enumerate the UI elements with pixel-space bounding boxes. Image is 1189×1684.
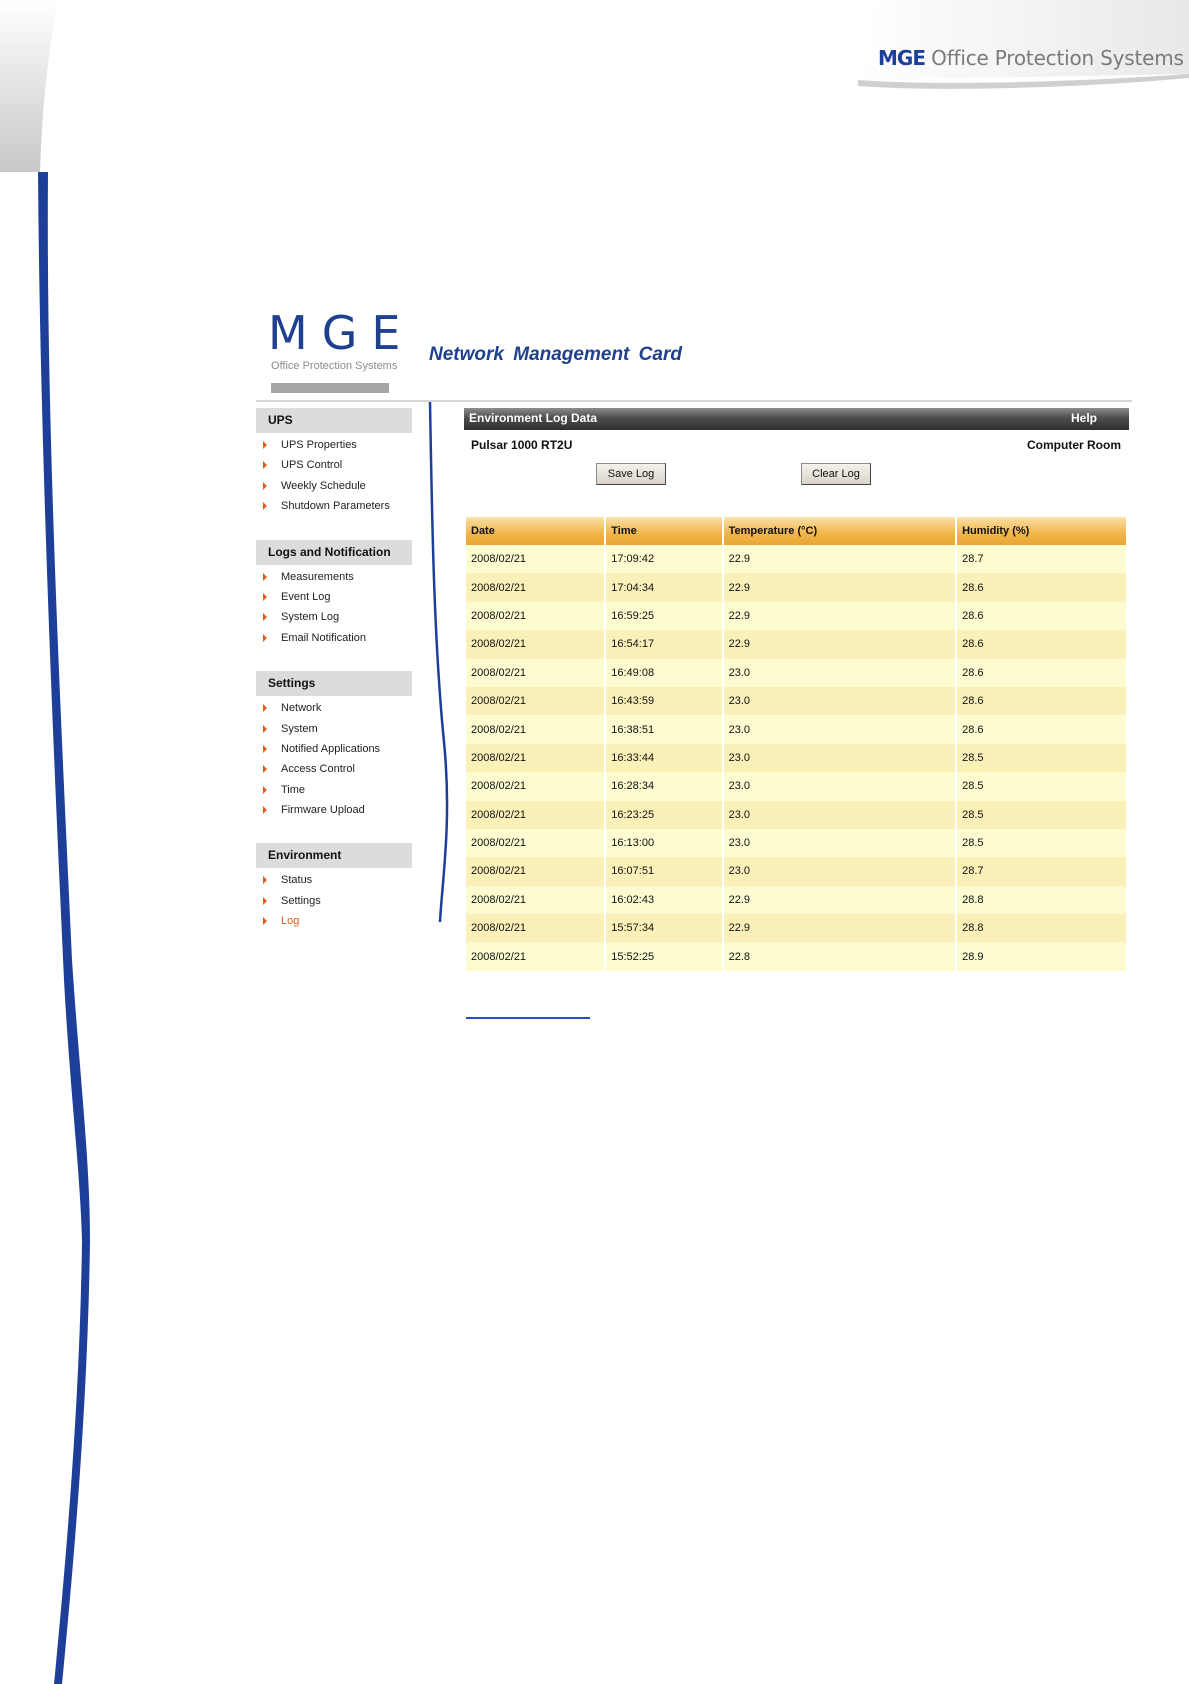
brand-strong: MGE xyxy=(878,46,925,70)
bullet-arrow-icon xyxy=(263,704,267,712)
cell-date: 2008/02/21 xyxy=(466,772,604,800)
sidebar-item-event-log[interactable] xyxy=(256,587,412,607)
app-title: Network Management Card xyxy=(429,344,682,365)
cell-date: 2008/02/21 xyxy=(466,630,604,658)
table-row xyxy=(466,942,1126,970)
cell-temperature: 23.0 xyxy=(724,772,955,800)
save-log-button[interactable]: Save Log xyxy=(596,463,666,485)
table-row xyxy=(466,545,1126,573)
cell-temperature: 23.0 xyxy=(724,659,955,687)
table-row xyxy=(466,715,1126,743)
cell-temperature: 23.0 xyxy=(724,687,955,715)
sidebar-item-time[interactable] xyxy=(256,780,412,800)
nav-group xyxy=(256,671,412,820)
nav-group-header: UPS xyxy=(256,408,412,433)
bullet-arrow-icon xyxy=(263,725,267,733)
table-row xyxy=(466,829,1126,857)
cell-humidity: 28.5 xyxy=(957,744,1126,772)
bullet-arrow-icon xyxy=(263,573,267,581)
sidebar-item-label: System Log xyxy=(281,611,340,624)
table-row xyxy=(466,630,1126,658)
column-header-date: Date xyxy=(466,517,604,545)
cell-date: 2008/02/21 xyxy=(466,545,604,573)
sidebar-item-settings[interactable] xyxy=(256,891,412,911)
table-header-row xyxy=(466,517,1126,545)
sidebar-item-shutdown-parameters[interactable] xyxy=(256,496,412,516)
cell-time: 16:28:34 xyxy=(606,772,721,800)
cell-temperature: 22.9 xyxy=(724,545,955,573)
bullet-arrow-icon xyxy=(263,502,267,510)
cell-time: 16:59:25 xyxy=(606,602,721,630)
brand-rest: Office Protection Systems xyxy=(931,46,1184,70)
sidebar-item-label: Email Notification xyxy=(281,631,366,644)
cell-humidity: 28.6 xyxy=(957,715,1126,743)
table-row xyxy=(466,602,1126,630)
sidebar-item-label: Status xyxy=(281,874,313,887)
sidebar-item-ups-properties[interactable] xyxy=(256,435,412,455)
cell-date: 2008/02/21 xyxy=(466,886,604,914)
sidebar-item-status[interactable] xyxy=(256,870,412,890)
bullet-arrow-icon xyxy=(263,441,267,449)
cell-temperature: 23.0 xyxy=(724,801,955,829)
cell-humidity: 28.6 xyxy=(957,602,1126,630)
underline-link[interactable] xyxy=(466,1017,590,1019)
table-row xyxy=(466,744,1126,772)
cell-time: 16:23:25 xyxy=(606,801,721,829)
cell-humidity: 28.7 xyxy=(957,857,1126,885)
cell-humidity: 28.6 xyxy=(957,687,1126,715)
column-header-humidity: Humidity (%) xyxy=(957,517,1126,545)
brand-wordmark xyxy=(878,46,1184,70)
cell-humidity: 28.6 xyxy=(957,659,1126,687)
sidebar-item-log[interactable] xyxy=(256,911,412,931)
device-name: Pulsar 1000 RT2U xyxy=(471,438,573,452)
cell-humidity: 28.5 xyxy=(957,801,1126,829)
sidebar-item-system-log[interactable] xyxy=(256,607,412,627)
table-row xyxy=(466,687,1126,715)
cell-time: 15:52:25 xyxy=(606,942,721,970)
bullet-arrow-icon xyxy=(263,806,267,814)
nav-list xyxy=(256,567,412,649)
sidebar-item-weekly-schedule[interactable] xyxy=(256,476,412,496)
cell-humidity: 28.7 xyxy=(957,545,1126,573)
sidebar-item-email-notification[interactable] xyxy=(256,628,412,648)
panel-title-bar xyxy=(464,408,1129,430)
cell-humidity: 28.6 xyxy=(957,630,1126,658)
panel-title: Environment Log Data xyxy=(469,411,598,425)
page-swoosh-decoration xyxy=(0,0,120,1684)
cell-date: 2008/02/21 xyxy=(466,659,604,687)
cell-date: 2008/02/21 xyxy=(466,744,604,772)
sidebar-item-measurements[interactable] xyxy=(256,567,412,587)
cell-time: 16:54:17 xyxy=(606,630,721,658)
cell-temperature: 23.0 xyxy=(724,744,955,772)
cell-time: 16:49:08 xyxy=(606,659,721,687)
sidebar-item-system[interactable] xyxy=(256,719,412,739)
nav-list xyxy=(256,870,412,931)
cell-humidity: 28.8 xyxy=(957,914,1126,942)
nav-group xyxy=(256,408,412,517)
sidebar-item-label: Access Control xyxy=(281,763,355,776)
table-row xyxy=(466,857,1126,885)
cell-date: 2008/02/21 xyxy=(466,801,604,829)
bullet-arrow-icon xyxy=(263,745,267,753)
bullet-arrow-icon xyxy=(263,613,267,621)
table-row xyxy=(466,573,1126,601)
bullet-arrow-icon xyxy=(263,917,267,925)
cell-time: 17:04:34 xyxy=(606,573,721,601)
nav-group xyxy=(256,843,412,931)
cell-date: 2008/02/21 xyxy=(466,602,604,630)
sidebar-item-label: Time xyxy=(281,783,306,796)
sidebar-item-label: Shutdown Parameters xyxy=(281,500,390,513)
bullet-arrow-icon xyxy=(263,461,267,469)
mge-logo: MGE xyxy=(268,306,415,360)
bullet-arrow-icon xyxy=(263,593,267,601)
sidebar-item-label: Measurements xyxy=(281,570,354,583)
cell-time: 16:43:59 xyxy=(606,687,721,715)
cell-date: 2008/02/21 xyxy=(466,857,604,885)
device-location: Computer Room xyxy=(1027,438,1121,452)
nav-group-header: Environment xyxy=(256,843,412,868)
table-row xyxy=(466,659,1126,687)
sidebar-item-notified-applications[interactable] xyxy=(256,739,412,759)
table-row xyxy=(466,801,1126,829)
cell-temperature: 22.9 xyxy=(724,602,955,630)
environment-log-table xyxy=(464,517,1128,971)
column-header-temperature: Temperature (°C) xyxy=(724,517,955,545)
bullet-arrow-icon xyxy=(263,482,267,490)
sidebar-nav xyxy=(256,408,412,955)
cell-time: 17:09:42 xyxy=(606,545,721,573)
cell-temperature: 23.0 xyxy=(724,857,955,885)
bullet-arrow-icon xyxy=(263,765,267,773)
nav-list xyxy=(256,698,412,820)
cell-humidity: 28.5 xyxy=(957,772,1126,800)
cell-temperature: 22.9 xyxy=(724,573,955,601)
cell-date: 2008/02/21 xyxy=(466,942,604,970)
sidebar-item-label: Notified Applications xyxy=(281,742,381,755)
bullet-arrow-icon xyxy=(263,876,267,884)
cell-temperature: 23.0 xyxy=(724,829,955,857)
sidebar-item-label: Firmware Upload xyxy=(281,804,365,817)
table-row xyxy=(466,914,1126,942)
cell-temperature: 22.9 xyxy=(724,914,955,942)
cell-temperature: 23.0 xyxy=(724,715,955,743)
sidebar-item-ups-control[interactable] xyxy=(256,455,412,475)
clear-log-button[interactable]: Clear Log xyxy=(801,463,871,485)
sidebar-item-label: Weekly Schedule xyxy=(281,479,366,492)
bullet-arrow-icon xyxy=(263,897,267,905)
cell-humidity: 28.8 xyxy=(957,886,1126,914)
sidebar-item-label: System xyxy=(281,722,318,735)
sidebar-item-firmware-upload[interactable] xyxy=(256,800,412,820)
cell-humidity: 28.5 xyxy=(957,829,1126,857)
sidebar-divider-curve xyxy=(420,402,460,924)
sidebar-item-label: Settings xyxy=(281,894,321,907)
bullet-arrow-icon xyxy=(263,634,267,642)
cell-date: 2008/02/21 xyxy=(466,687,604,715)
cell-time: 16:07:51 xyxy=(606,857,721,885)
sidebar-item-label: Network xyxy=(281,702,322,715)
table-row xyxy=(466,772,1126,800)
nav-group xyxy=(256,540,412,649)
nav-group-header: Logs and Notification xyxy=(256,540,412,565)
sidebar-item-network[interactable] xyxy=(256,698,412,718)
cell-time: 15:57:34 xyxy=(606,914,721,942)
cell-time: 16:33:44 xyxy=(606,744,721,772)
nav-group-header: Settings xyxy=(256,671,412,696)
cell-date: 2008/02/21 xyxy=(466,715,604,743)
cell-date: 2008/02/21 xyxy=(466,573,604,601)
bullet-arrow-icon xyxy=(263,786,267,794)
cell-humidity: 28.6 xyxy=(957,573,1126,601)
cell-date: 2008/02/21 xyxy=(466,829,604,857)
nav-list xyxy=(256,435,412,517)
sidebar-item-label: UPS Control xyxy=(281,459,343,472)
header-divider xyxy=(256,400,1132,402)
cell-time: 16:38:51 xyxy=(606,715,721,743)
cell-date: 2008/02/21 xyxy=(466,914,604,942)
sidebar-item-label: UPS Properties xyxy=(281,439,357,451)
help-link[interactable]: Help xyxy=(1070,411,1097,425)
cell-temperature: 22.8 xyxy=(724,942,955,970)
cell-temperature: 22.9 xyxy=(724,886,955,914)
logo-bar xyxy=(271,383,389,393)
cell-time: 16:02:43 xyxy=(606,886,721,914)
logo-subtitle: Office Protection Systems xyxy=(271,360,398,372)
column-header-time: Time xyxy=(606,517,721,545)
sidebar-item-access-control[interactable] xyxy=(256,759,412,779)
cell-temperature: 22.9 xyxy=(724,630,955,658)
sidebar-item-label: Log xyxy=(281,915,300,928)
cell-time: 16:13:00 xyxy=(606,829,721,857)
cell-humidity: 28.9 xyxy=(957,942,1126,970)
sidebar-item-label: Event Log xyxy=(281,590,331,603)
table-row xyxy=(466,886,1126,914)
